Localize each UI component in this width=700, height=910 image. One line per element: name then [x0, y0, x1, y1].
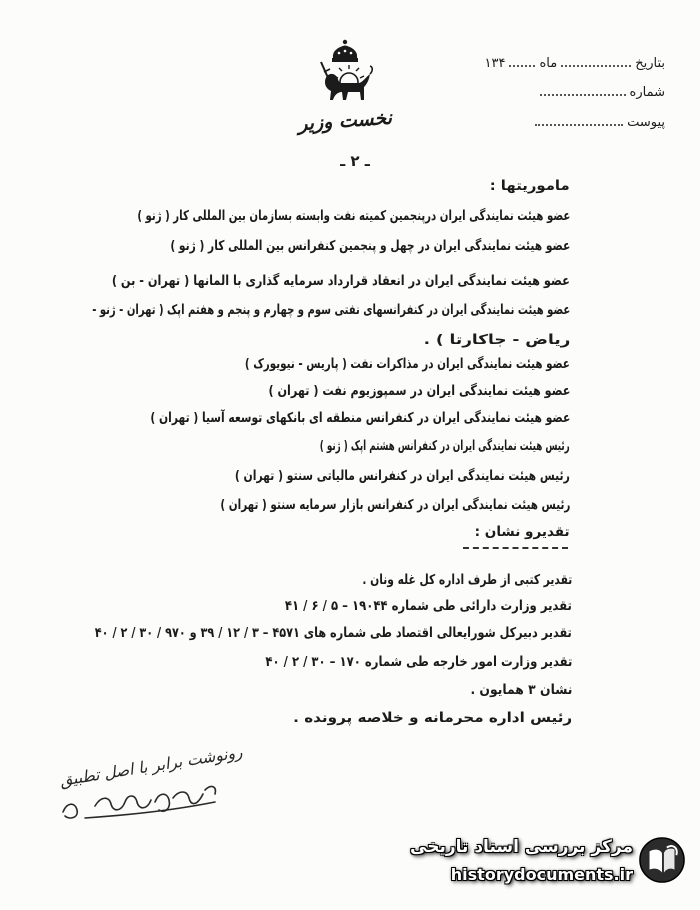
- mission-item-text: عضو هیئت نمایندگی ایران در مذاکرات نفت ( پاریس - نیویورک ): [245, 356, 570, 372]
- honor-item-text: تقدیر دبیرکل شورایعالی اقتصاد طی شماره های ۴۵۷۱ – ۳ / ۱۲ / ۳۹ و ۹۷۰ / ۳۰ / ۲ / ۴۰: [95, 625, 572, 641]
- mission-item-text: رئیس هیئت نمایندگی ایران در کنفرانس بازار سرمایه سنتو ( تهران ): [220, 497, 570, 513]
- number-label: شماره: [629, 85, 665, 100]
- mission-item-text: رئیس هیئت نمایندگی ایران در کنفرانس هشتم اپک ( ژنو ): [320, 438, 570, 454]
- honor-item-text: نشان ۳ همایون .: [470, 682, 572, 698]
- day-blank: [561, 65, 631, 67]
- mission-item-continued: [395, 330, 570, 350]
- honor-item-text: رئیس اداره محرمانه و خلاصه پرونده .: [293, 710, 572, 726]
- honor-item-text: تقدیر وزارت امور خارجه طی شماره ۱۷۰ – ۳۰ / ۲ / ۴۰: [265, 654, 572, 670]
- signature: [55, 772, 230, 824]
- mission-item: [92, 300, 570, 320]
- honor-item: [285, 596, 572, 616]
- mission-item-text: عضو هیئت نمایندگی ایران در کنفرانس منطقه ای بانکهای توسعه آسیا ( تهران ): [150, 410, 570, 426]
- honor-item-text: تقدیر کتبی از طرف اداره کل غله ونان .: [362, 572, 572, 588]
- honor-item: [470, 680, 572, 700]
- mission-item: [320, 436, 570, 456]
- mission-item: [137, 206, 570, 226]
- archive-name: مرکز بررسی اسناد تاریخی: [410, 837, 633, 857]
- honor-item: [293, 708, 572, 728]
- honor-item: [362, 570, 572, 590]
- mission-item: [220, 495, 570, 515]
- mission-item: [170, 236, 570, 256]
- missions-heading-text: ماموریتها :: [490, 178, 570, 194]
- book-logo-icon: [638, 836, 686, 884]
- mission-item: [112, 271, 570, 291]
- month-blank: [509, 65, 535, 67]
- archive-url: historydocuments.ir: [450, 865, 633, 884]
- mission-item: [150, 408, 570, 428]
- page-number: ـ ۲ ـ: [340, 152, 370, 170]
- mission-item: [268, 381, 570, 401]
- date-field: [485, 56, 666, 71]
- mission-item-text: عضو هیئت نمایندگی ایران در چهل و پنجمین کنفرانس بین المللی کار ( ژنو ): [170, 238, 570, 254]
- mission-item-text: عضو هیئت نمایندگی ایران در سمپوزیوم نفت ( تهران ): [268, 383, 570, 399]
- office-title: نخست وزیر: [297, 106, 393, 136]
- lion-and-sun-emblem-icon: [315, 38, 375, 108]
- mission-item-text: عضو هیئت نمایندگی ایران در کنفرانسهای نفتی سوم و چهارم و پنجم و هفتم اپک ( تهران - ژنو -: [92, 302, 570, 318]
- date-label: بتاریخ: [635, 56, 665, 71]
- mission-item: [235, 466, 570, 486]
- honors-heading-text: تقدیرو نشان :: [475, 524, 570, 540]
- attachment-field: [535, 115, 665, 130]
- number-field: [540, 85, 665, 100]
- honor-item-text: تقدیر وزارت دارائی طی شماره ۱۹۰۴۴ – ۵ / ۶ / ۴۱: [285, 598, 572, 614]
- mission-item-text: عضو هیئت نمایندگی ایران درپنجمین کمیته نفت وابسته بسازمان بین المللی کار ( ژنو ): [137, 208, 570, 224]
- mission-item: [245, 354, 570, 374]
- mission-item-text: ریاض - جاکارتا ) .: [423, 332, 570, 348]
- honors-heading: [475, 522, 570, 542]
- month-label: ماه: [539, 56, 558, 71]
- honor-item: [95, 623, 572, 643]
- archive-watermark: [405, 834, 633, 890]
- number-blank: [540, 94, 626, 96]
- handwritten-note-text: رونوشت برابر با اصل تطبیق: [58, 742, 244, 790]
- year-prefix: ۱۳۴: [484, 56, 506, 71]
- mission-item-text: رئیس هیئت نمایندگی ایران در کنفرانس مالیاتی سنتو ( تهران ): [235, 468, 570, 484]
- mission-item-text: عضو هیئت نمایندگی ایران در انعقاد قرارداد سرمایه گذاری با المانها ( تهران - بن ): [112, 273, 570, 289]
- honors-heading-underline: [463, 547, 568, 549]
- honor-item: [265, 652, 572, 672]
- missions-heading: [490, 176, 570, 196]
- attachment-blank: [535, 124, 623, 126]
- attachment-label: پیوست: [627, 115, 665, 130]
